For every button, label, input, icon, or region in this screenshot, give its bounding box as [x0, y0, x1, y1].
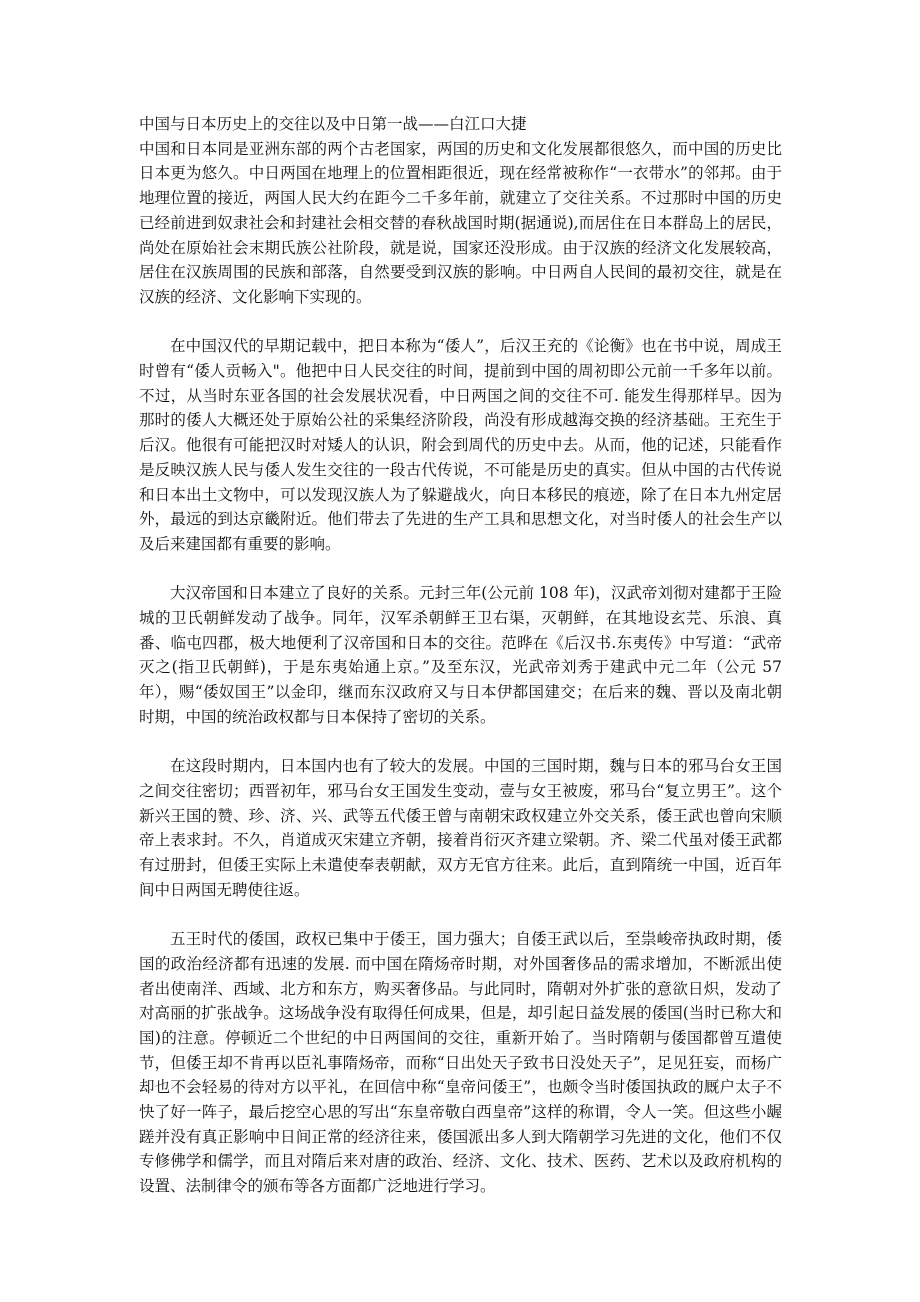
paragraph-gap — [139, 902, 782, 927]
paragraph-5: 五王时代的倭国，政权已集中于倭王，国力强大；自倭王武以后，至祟峻帝执政时期，倭国的政治经济都有迅速的发展. 而中国在隋炀帝时期，对外国奢侈品的需求增加，不断派出使者出使南洋、西域、北方和东方，购买奢侈品。与此同时，隋朝对外扩张的意欲日炽，发动了对高丽的扩张战争。这场战争没有取得任何成果，但是，却引起日益发展的倭国(当时已称大和国)的注意。停顿近二个世纪的中日两国间的交往，重新开始了。当时隋朝与倭国都曾互遣使节，但倭王却不肯再以臣礼事隋炀帝，而称“日出处天子致书日没处天子”，足见狂妄，而杨广却也不会轻易的待对方以平礼，在回信中称“皇帝问倭王”，也颇令当时倭国执政的厩户太子不快了好一阵子，最后挖空心思的写出“东皇帝敬白西皇帝”这样的称谓，令人一笑。但这些小龌蹉并没有真正影响中日间正常的经济往来，倭国派出多人到大隋朝学习先进的文化，他们不仅专修佛学和儒学，而且对隋后来对唐的政治、经济、文化、技术、医药、艺术以及政府机构的设置、法制律令的颁布等各方面都广泛地进行学习。 — [139, 930, 782, 1196]
paragraph-gap — [139, 310, 782, 335]
paragraph-2: 在中国汉代的早期记载中，把日本称为“倭人”，后汉王充的《论衡》也在书中说，周成王时曾有“倭人贡畅入"。他把中日人民交往的时间，提前到中国的周初即公元前一千多年以前。不过，从当时东亚各国的社会发展状况看，中日两国之间的交往不可. 能发生得那样早。因为那时的倭人大概还处于原始公社的采集经济阶段，尚没有形成越海交换的经济基础。王充生于后汉。他很有可能把汉时对矮人的认识，附会到周代的历史中去。从而，他的记述，只能看作是反映汉族人民与倭人发生交往的一段古代传说，不可能是历史的真实。但从中国的古代传说和日本出土文物中，可以发现汉族人为了躲避战火，向日本移民的痕迹，除了在日本九州定居外，最远的到达京畿附近。他们带去了先进的生产工具和思想文化，对当时倭人的社会生产以及后来建国都有重要的影响。 — [139, 337, 782, 553]
paragraph-3: 大汉帝国和日本建立了良好的关系。元封三年(公元前 108 年)，汉武帝刘彻对建都于王险城的卫氏朝鲜发动了战争。同年，汉军杀朝鲜王卫右渠，灭朝鲜，在其地设玄芫、乐浪、真番、临屯四郡，极大地便利了汉帝国和日本的交往。范晔在《后汉书.东夷传》中写道：“武帝灭之(指卫氏朝鲜)，于是东夷始通上京。”及至东汉，光武帝刘秀于建武中元二年（公元 57 年），赐“倭奴国王”以金印，继而东汉政府又与日本伊都国建交；在后来的魏、晋以及南北朝时期，中国的统治政权都与日本保持了密切的关系。 — [139, 584, 782, 726]
document-body — [139, 112, 782, 1199]
paragraph-4: 在这段时期内，日本国内也有了较大的发展。中国的三国时期，魏与日本的邪马台女王国之间交往密切；西晋初年，邪马台女王国发生变动，壹与女王被废，邪马台“复立男王”。这个新兴王国的赞、珍、济、兴、武等五代倭王曾与南朝宋政权建立外交关系，倭王武也曾向宋顺帝上表求封。不久，肖道成灭宋建立齐朝，接着肖衍灭齐建立梁朝。齐、梁二代虽对倭王武都有过册封，但倭王实际上未遣使奉表朝献，双方无官方往来。此后，直到隋统一中国，近百年间中日两国无聘使往返。 — [139, 757, 782, 899]
paragraph-gap — [139, 730, 782, 755]
document-title: 中国与日本历史上的交往以及中日第一战——白江口大捷 — [139, 115, 527, 133]
paragraph-1: 中国和日本同是亚洲东部的两个古老国家，两国的历史和文化发展都很悠久，而中国的历史比日本更为悠久。中日两国在地理上的位置相距很近，现在经常被称作“一衣带水”的邻邦。由于地理位置的接近，两国人民大约在距今二千多年前，就建立了交往关系。不过那时中国的历史已经前进到奴隶社会和封建社会相交替的春秋战国时期(据通说),而居住在日本群岛上的居民，尚处在原始社会末期氏族公社阶段，就是说，国家还没形成。由于汉族的经济文化发展较高，居住在汉族周围的民族和部落，自然要受到汉族的影响。中日两自人民间的最初交往，就是在汉族的经济、文化影响下实现的。 — [139, 139, 782, 306]
paragraph-gap — [139, 557, 782, 582]
